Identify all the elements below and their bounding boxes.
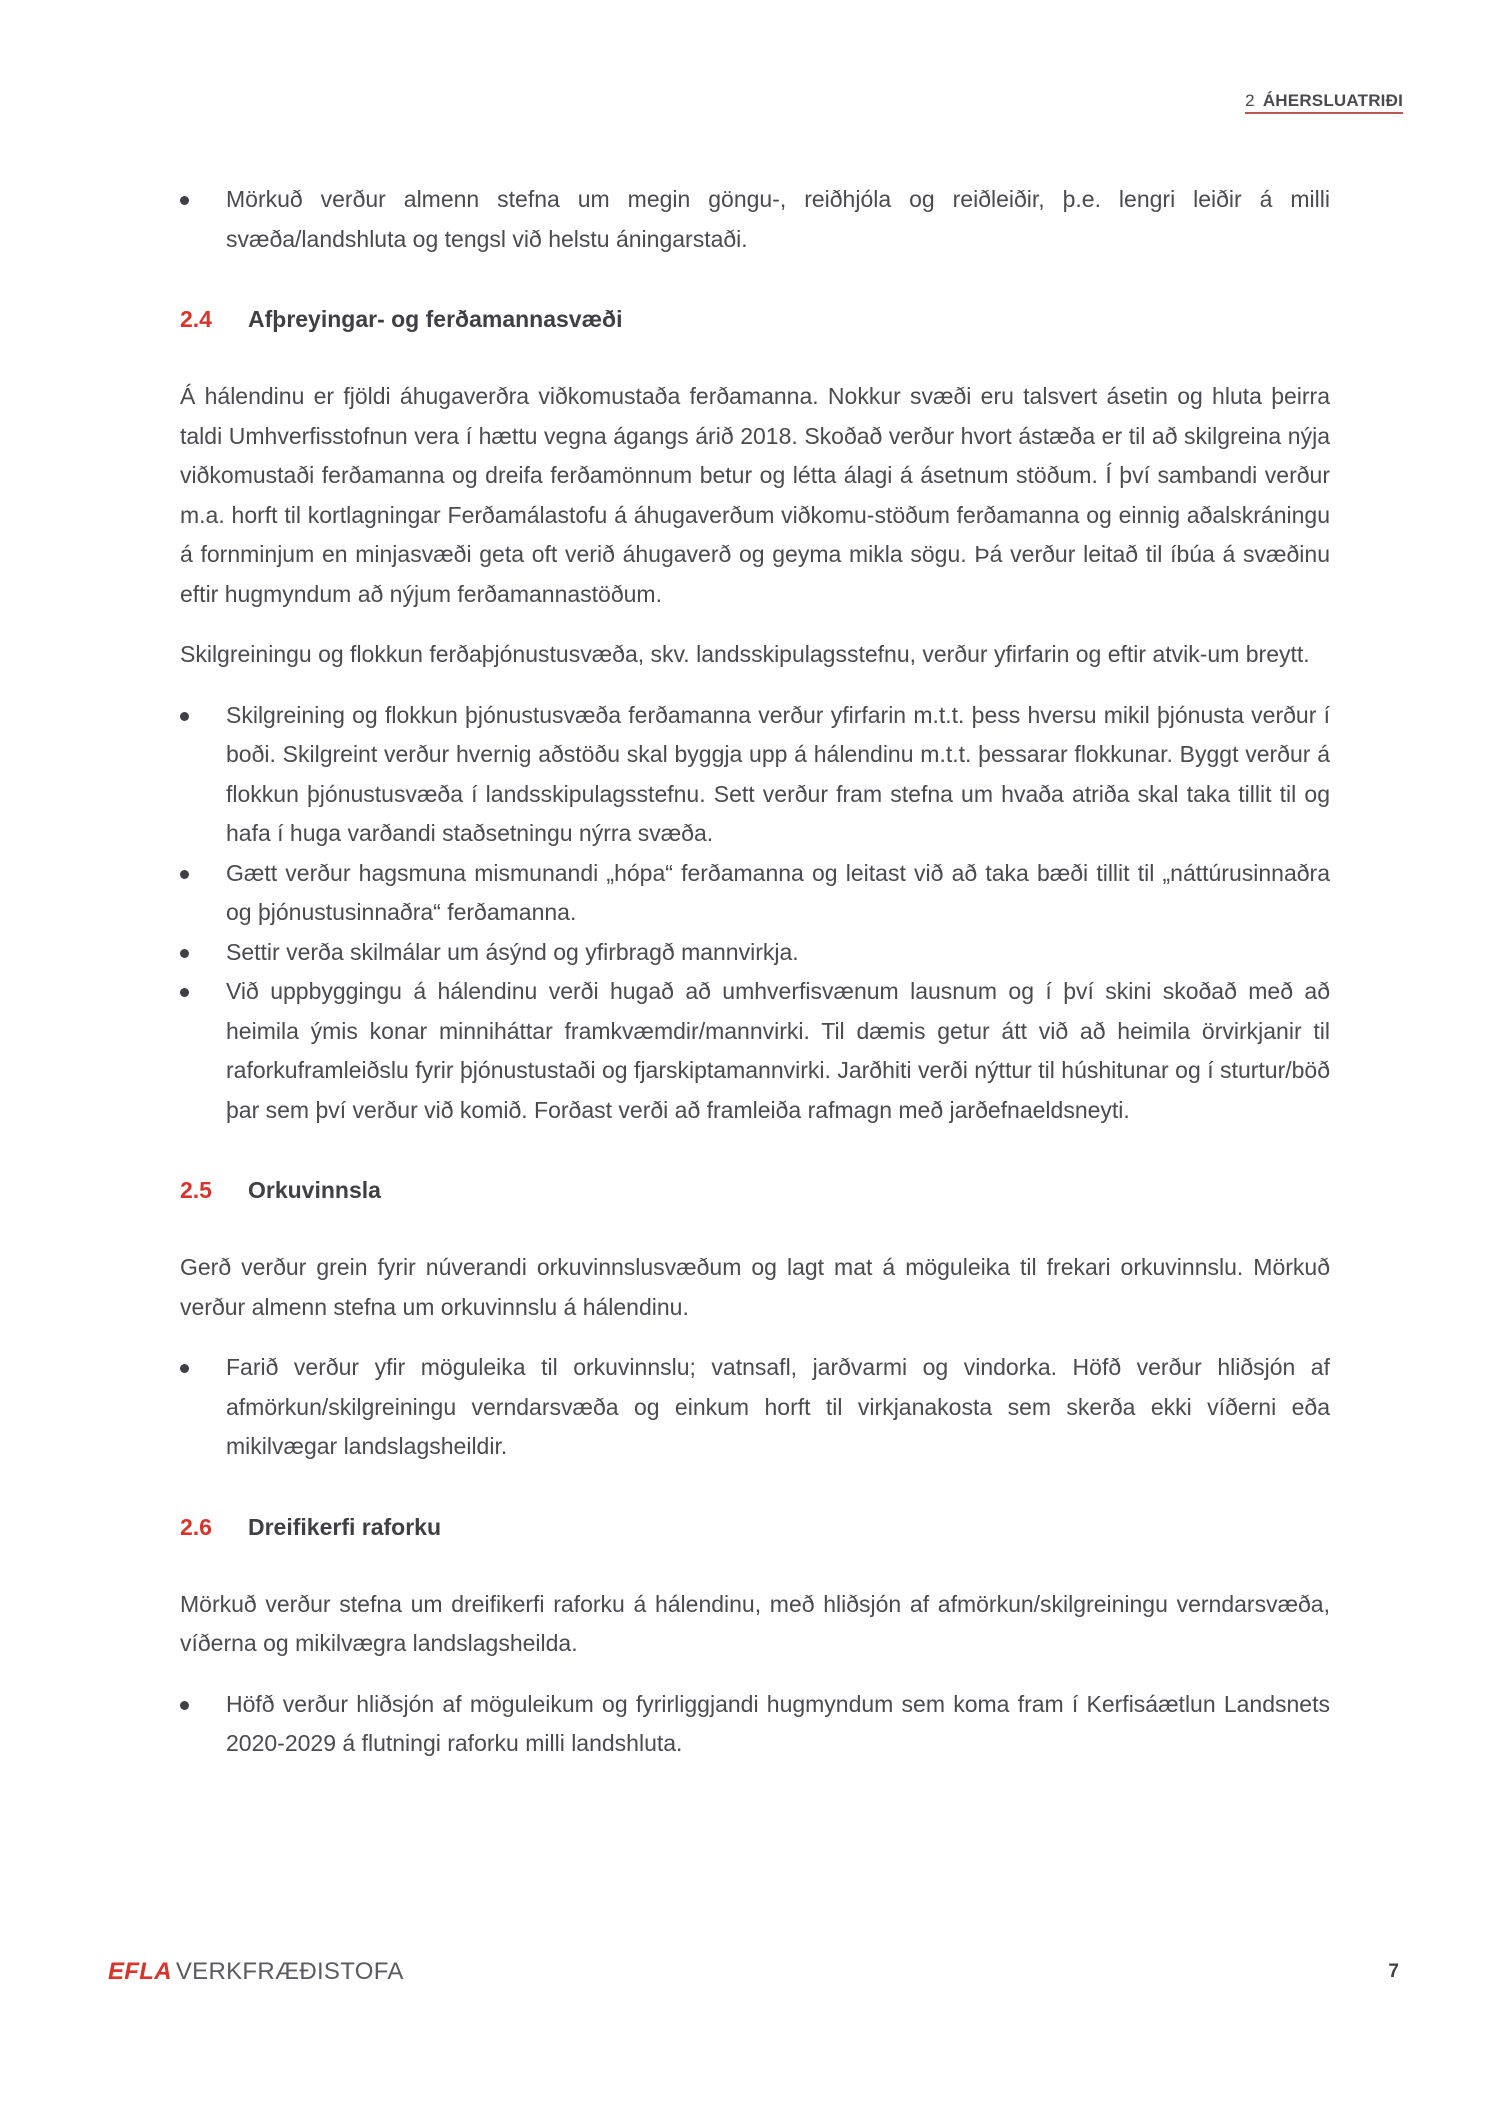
chapter-number: 2 (1245, 91, 1255, 110)
section-2-5-bullet-list (180, 1348, 1330, 1467)
section-number: 2.4 (180, 306, 212, 332)
bullet-icon (180, 1701, 189, 1710)
list-item-text: Skilgreining og flokkun þjónustusvæða ferðamanna verður yfirfarin m.t.t. þess hversu mikil þjónusta verður í boði. Skilgreint verður hvernig aðstöðu skal byggja upp á hálendinu m.t.t. þessarar flokkunar. Byggt verður á flokkun þjónustusvæða í landsskipulagsstefnu. Sett verður fram stefna um hvaða atriða skal taka tillit til og hafa í huga varðandi staðsetningu nýrra svæða. (226, 701, 1330, 846)
list-item (180, 933, 1330, 973)
list-item-text: Mörkuð verður almenn stefna um megin göngu-, reiðhjóla og reiðleiðir, þ.e. lengri leiðir á milli svæða/landshluta og tengsl við helstu áningarstaði. (226, 186, 1330, 252)
list-item-text: Farið verður yfir möguleika til orkuvinnslu; vatnsafl, jarðvarmi og vindorka. Höfð verður hliðsjón af afmörkun/skilgreiningu verndarsvæða og einkum horft til virkjanakosta sem skerða ekki víðerni eða mikilvægar landslagsheildir. (226, 1354, 1330, 1459)
list-item (180, 696, 1330, 854)
bullet-icon (180, 196, 189, 205)
list-item-text: Gætt verður hagsmuna mismunandi „hópa“ ferðamanna og leitast við að taka bæði tillit til „náttúrusinnaðra og þjónustusinnaðra“ ferðamanna. (226, 859, 1330, 925)
section-heading-2-6 (180, 1507, 1330, 1547)
section-number: 2.5 (180, 1177, 212, 1203)
paragraph: Á hálendinu er fjöldi áhugaverðra viðkomustaða ferðamanna. Nokkur svæði eru talsvert ásetin og hluta þeirra taldi Umhverfisstofnun vera í hættu vegna ágangs árið 2018. Skoðað verður hvort ástæða er til að skilgreina nýja viðkomustaði ferðamanna og dreifa ferðamönnum betur og létta álagi á ásetnum stöðum. Í því sambandi verður m.a. horft til kortlagningar Ferðamálastofu á áhugaverðum viðkomu-stöðum ferðamanna og einnig aðalskráningu á fornminjum en minjasvæði geta oft verið áhugaverð og geyma mikla sögu. Þá verður leitað til íbúa á svæðinu eftir hugmyndum að nýjum ferðamannastöðum. (180, 383, 1330, 607)
list-item-text: Höfð verður hliðsjón af möguleikum og fyrirliggjandi hugmyndum sem koma fram í Kerfisáætlun Landsnets 2020-2029 á flutningi raforku milli landshluta. (226, 1690, 1330, 1756)
section-title: Orkuvinnsla (248, 1177, 381, 1203)
paragraph: Gerð verður grein fyrir núverandi orkuvinnslusvæðum og lagt mat á möguleika til frekari orkuvinnslu. Mörkuð verður almenn stefna um orkuvinnslu á hálendinu. (180, 1254, 1330, 1320)
intro-bullet-list (180, 180, 1330, 259)
section-2-6-bullet-list (180, 1685, 1330, 1764)
section-title: Dreifikerfi raforku (248, 1513, 442, 1540)
section-title: Afþreyingar- og ferðamannasvæði (248, 306, 623, 332)
bullet-icon (180, 712, 189, 721)
running-header (1245, 91, 1403, 114)
list-item (180, 854, 1330, 933)
bullet-icon (180, 949, 189, 958)
bullet-icon (180, 1364, 189, 1373)
list-item (180, 1685, 1330, 1764)
section-number: 2.6 (180, 1513, 212, 1540)
page-number: 7 (1388, 1961, 1399, 1982)
logo-subtitle: VERKFRÆÐISTOFA (175, 1958, 404, 1985)
list-item-text: Settir verða skilmálar um ásýnd og yfirbragð mannvirkja. (226, 938, 799, 965)
bullet-icon (180, 870, 189, 879)
paragraph: Mörkuð verður stefna um dreifikerfi raforku á hálendinu, með hliðsjón af afmörkun/skilgreiningu verndarsvæða, víðerna og mikilvægra landslagsheilda. (180, 1590, 1330, 1656)
section-heading-2-4 (180, 299, 1330, 339)
page-content (180, 180, 1330, 1764)
list-item-text: Við uppbyggingu á hálendinu verði hugað að umhverfisvænum lausnum og í því skini skoðað með að heimila ýmis konar minniháttar framkvæmdir/mannvirki. Til dæmis getur átt við að heimila örvirkjanir til raforkuframleiðslu fyrir þjónustustaði og fjarskiptamannvirki. Jarðhiti verði nýttur til húshitunar og í sturtur/böð þar sem því verður við komið. Forðast verði að framleiða rafmagn með jarðefnaeldsneyti. (226, 978, 1330, 1123)
section-2-4-bullet-list (180, 696, 1330, 1131)
company-logo (108, 1958, 404, 1986)
list-item (180, 180, 1330, 259)
chapter-title: ÁHERSLUATRIÐI (1262, 91, 1403, 110)
logo-brand: EFLA (108, 1958, 172, 1985)
section-heading-2-5 (180, 1170, 1330, 1210)
list-item (180, 972, 1330, 1130)
paragraph: Skilgreiningu og flokkun ferðaþjónustusvæða, skv. landsskipulagsstefnu, verður yfirfarin og eftir atvik-um breytt. (180, 641, 1310, 667)
bullet-icon (180, 988, 189, 997)
list-item (180, 1348, 1330, 1467)
